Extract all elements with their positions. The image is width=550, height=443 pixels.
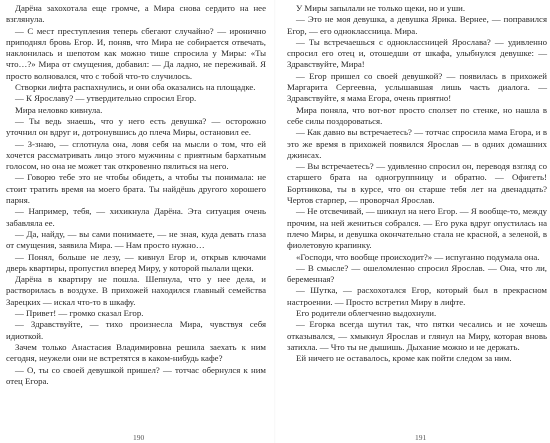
paragraph: — З-знаю, — сглотнула она, ловя себя на мысли о том, что ей хочется рассматривать лицо этого мужчины с приятным бархатным голосом, но она не может так откровенно пялиться на него. bbox=[6, 138, 266, 172]
paragraph: — Например, тебя, — хихикнула Дарёна. Эта ситуация очень забавляла ее. bbox=[6, 206, 266, 228]
paragraph: Дарёна захохотала еще громче, а Мира снова сердито на нее взглянула. bbox=[6, 3, 266, 25]
paragraph: — Понял, больше не лезу, — кивнул Егор и, открыв ключами дверь квартиры, пропустил вперед Миру, у которой пылали щеки. bbox=[6, 251, 266, 273]
paragraph: — Как давно вы встречаетесь? — тотчас спросила мама Егора, и в это же время в прихожей появился Ярослав — в одних домашних джинсах. bbox=[287, 127, 547, 160]
paragraph: «Господи, что вообще происходит?» — испуганно подумала она. bbox=[296, 251, 540, 262]
paragraph: — Да, найду, — вы сами понимаете, — не зная, куда девать глаза от смущения, заявила Мира. — Нам просто нужно… bbox=[6, 228, 266, 251]
paragraph: — К Ярославу? — утвердительно спросил Егор. bbox=[15, 93, 197, 104]
paragraph: — В смысле? — ошеломленно спросил Ярослав. — Она, что ли, беременная? bbox=[287, 262, 547, 285]
paragraph: — Говорю тебе это не чтобы обидеть, а чтобы ты понимала: не стоит тратить время на моего брата. Ты найдёшь другого хорошего парня. bbox=[6, 172, 266, 206]
left-page bbox=[6, 3, 266, 387]
right-page bbox=[287, 3, 547, 365]
paragraph: — Это не моя девушка, а девушка Ярика. Вернее, — поправился Егор, — его одноклассница. Мира. bbox=[287, 14, 547, 36]
paragraph: — Не отсвечивай, — шикнул на него Егор. — Я вообще-то, между прочим, на ней жениться собрался. — Его рука вдруг опустилась на плечо Миры, и девушка окончательно стала не красной, а зеленой, в фиолетовую крапинку. bbox=[287, 206, 547, 251]
paragraph: Ей ничего не оставалось, кроме как пойти следом за ним. bbox=[296, 353, 512, 364]
paragraph: Дарёна в квартиру не пошла. Шепнула, что у нее дела, и растворилась в воздухе. В прихожей находился главный семейства Зарецких — искал что-то в шкафу. bbox=[6, 274, 266, 307]
paragraph: Створки лифта распахнулись, и они оба оказались на площадке. bbox=[15, 82, 256, 93]
paragraph: Мира неловко кивнула. bbox=[15, 104, 103, 115]
gutter-shadow bbox=[274, 0, 276, 443]
paragraph: — Шутка, — расхохотался Егор, который был в прекрасном настроении. — Просто встретил Миру в лифте. bbox=[287, 285, 547, 307]
paragraph: — Егорка всегда шутил так, что пятки чесались и не хочешь отказывался, — хмыкнул Ярослав и глянул на Миру, которая вновь затихла. — Что ты не дышишь. Дыхание можно и не держать. bbox=[287, 319, 547, 352]
paragraph: Его родители облегченно выдохнули. bbox=[296, 308, 437, 319]
paragraph: — С мест преступления теперь сбегают случайно? — иронично приподнял бровь Егор. И, поняв, что Мира не собирается отвечать, наклонилась и шепотом как можно тише спросила у Миры: «Ты что…?» Мира от смущения, добавил: — Да ладно, не переживай. Я просто волновался, что с тобой что-то случилось. bbox=[6, 25, 266, 81]
page-number-left: 190 bbox=[133, 433, 145, 442]
paragraph: — Ты встречаешься с одноклассницей Ярослава? — удивленно спросил его отец и, отошедши от шкафа, улыбнулся девушке: — Здравствуйте, Мира! bbox=[287, 36, 547, 70]
paragraph: — О, ты со своей девушкой пришел? — тотчас обернулся к ним отец Егора. bbox=[6, 364, 266, 386]
paragraph: — Ты ведь знаешь, что у него есть девушка? — осторожно уточнил он вдруг и, дотронувшись до плеча Миры, остановил ее. bbox=[6, 115, 266, 138]
paragraph: — Здравствуйте, — тихо произнесла Мира, чувствуя себя идиоткой. bbox=[6, 319, 266, 341]
paragraph: — Вы встречаетесь? — удивленно спросил он, переводя взгляд со старшего брата на одногруппницу и обратно. — Офигеть! Бортникова, ты в курсе, что он старше тебя лет на двенадцать? Чертов старпер, — проворчал Ярослав. bbox=[287, 161, 547, 206]
paragraph: Зачем только Анастасия Владимировна решила заехать к ним сегодня, неужели они не встретятся в каком-нибудь кафе? bbox=[6, 341, 266, 364]
paragraph: — Привет! — громко сказал Егор. bbox=[15, 308, 144, 319]
page-number-right: 191 bbox=[415, 433, 427, 442]
paragraph: — Егор пришел со своей девушкой? — появилась в прихожей Маргарита Сергеевна, услышавшая лишь часть диалога. — Здравствуйте, я мама Егора, очень приятно! bbox=[287, 70, 547, 104]
paragraph: Мира поняла, что вот-вот просто сползет по стенке, но нашла в себе силы поздороваться. bbox=[287, 104, 547, 126]
paragraph: У Миры запылали не только щеки, но и уши. bbox=[296, 3, 466, 13]
